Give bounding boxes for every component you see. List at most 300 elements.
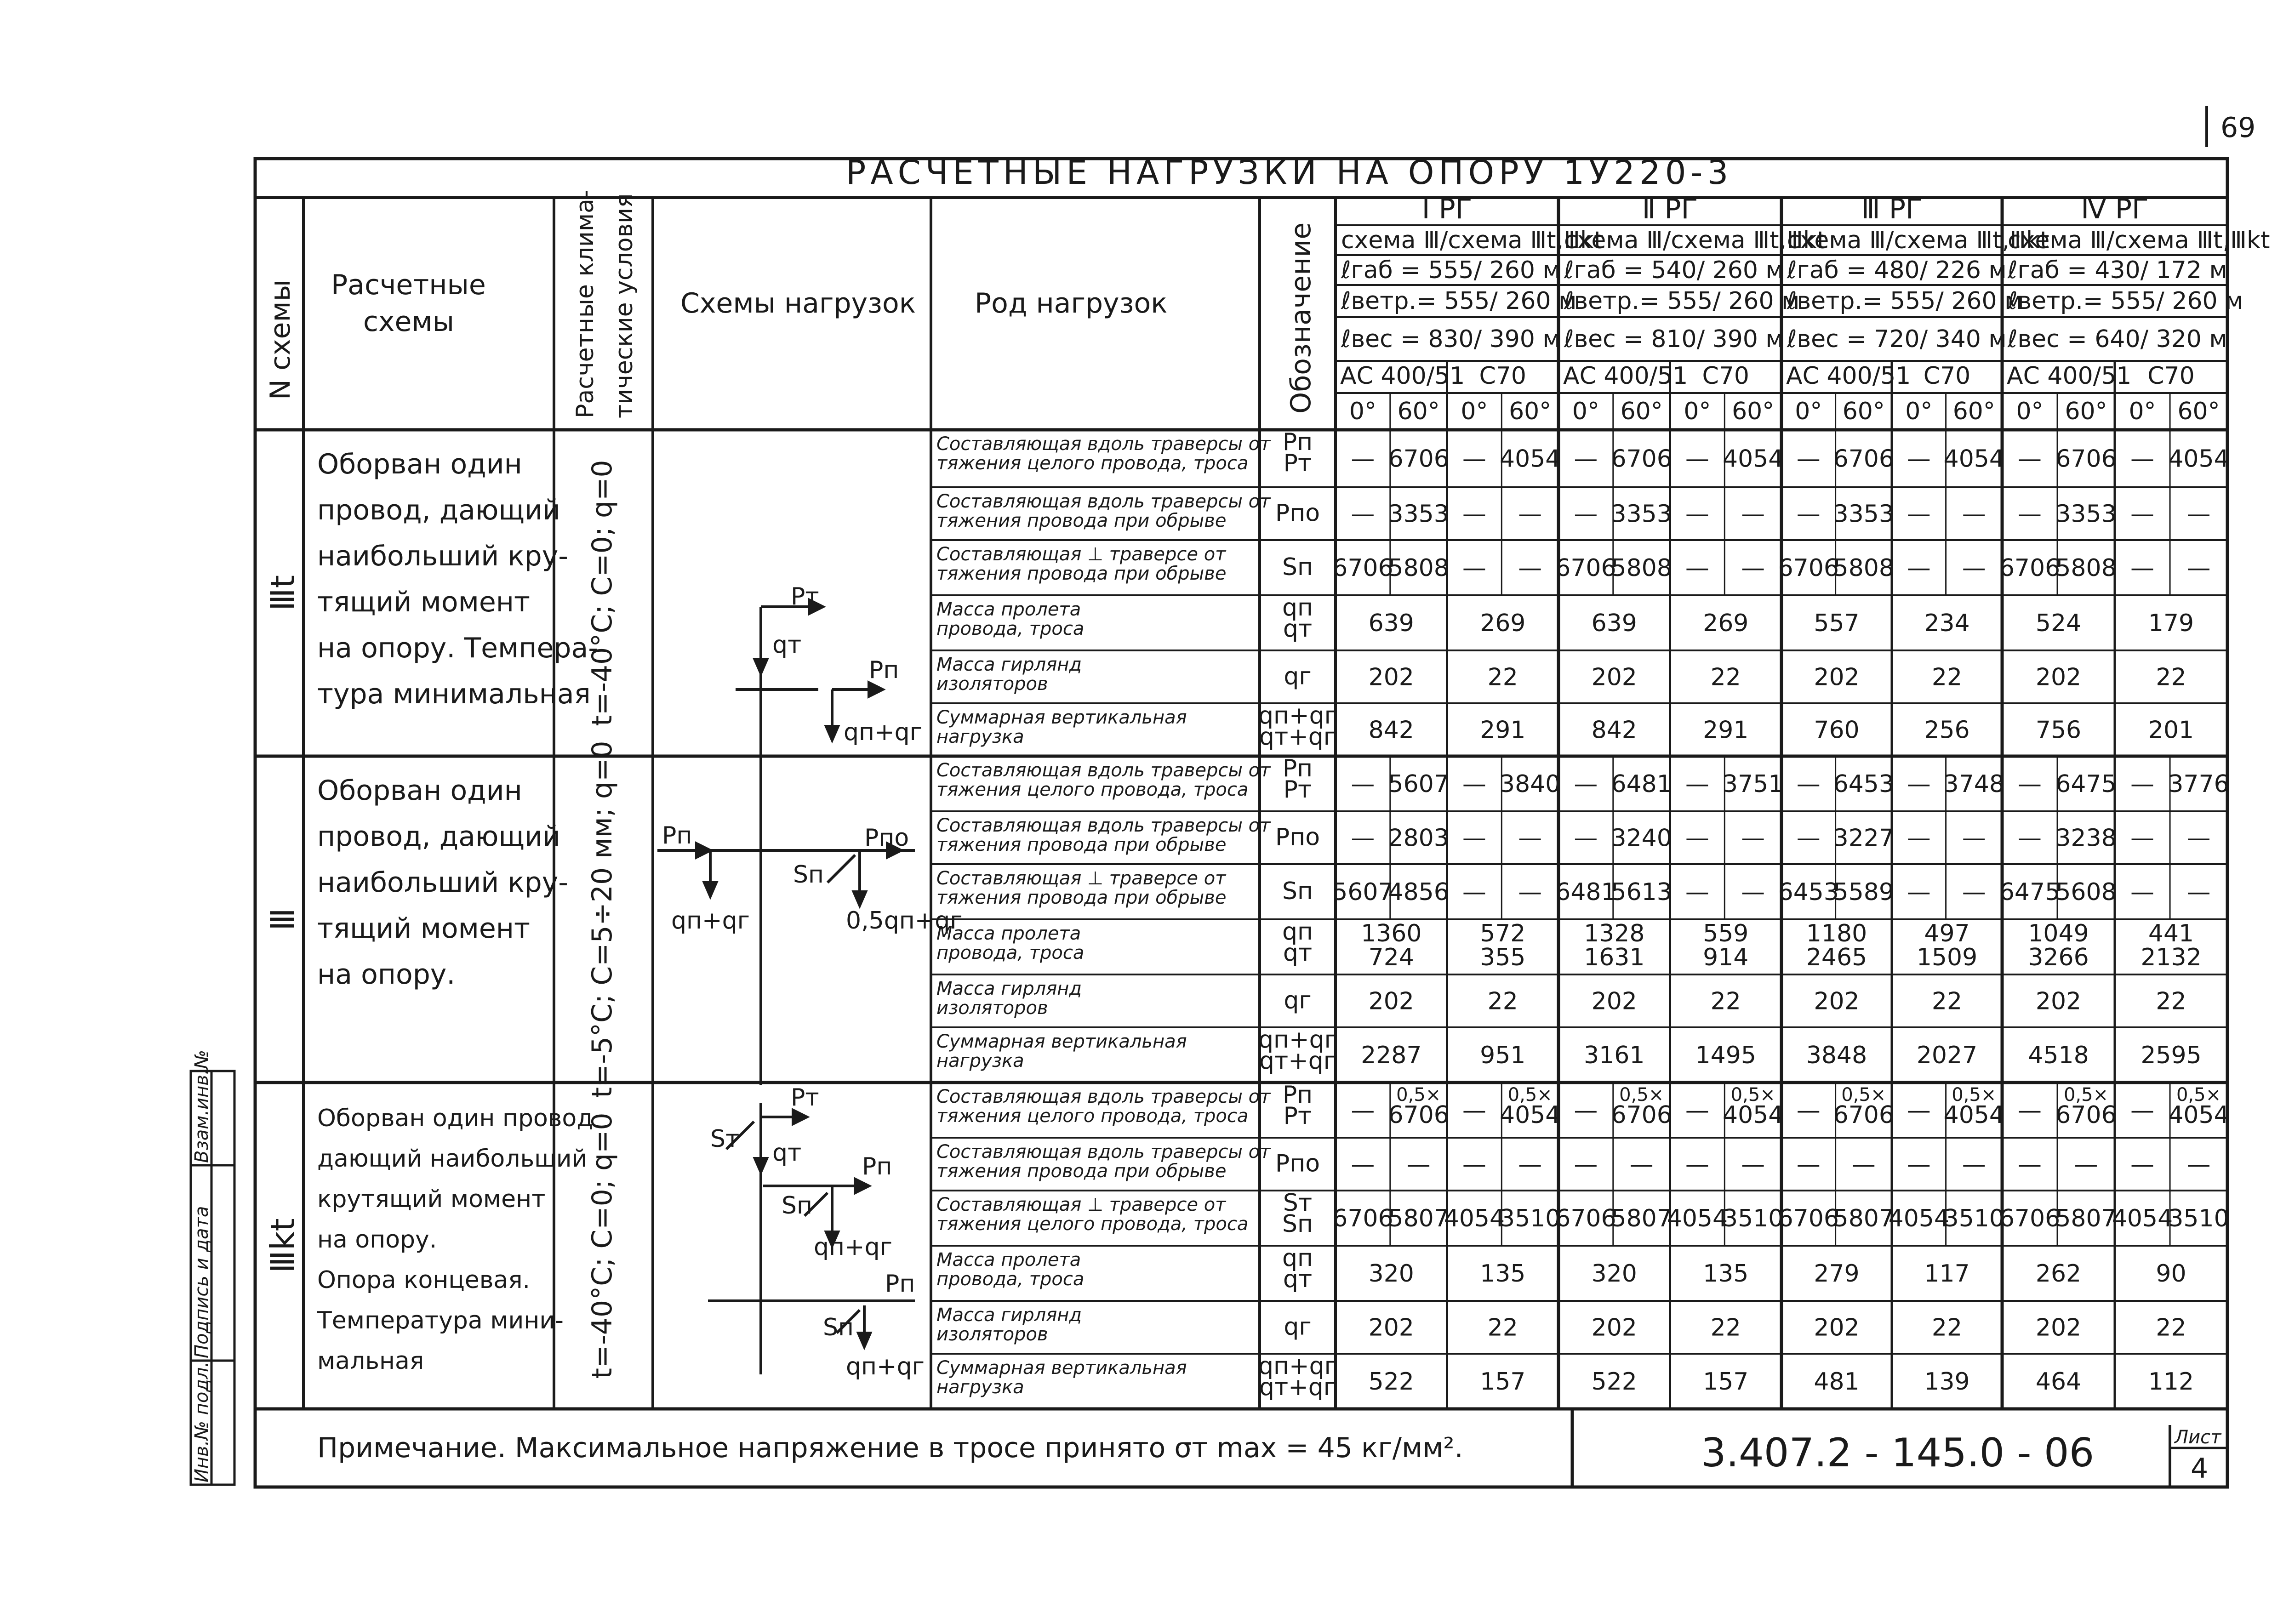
cell-g3-r6-rg1-c2: 157 xyxy=(1480,1368,1526,1396)
diagram3-qsum-2: qп+qг xyxy=(846,1353,925,1380)
angle-2-3: 0° xyxy=(1684,398,1711,425)
cell-g2-r3-rg1-c1: 5607 xyxy=(1332,878,1393,906)
group-3-load-6-line-2: нагрузка xyxy=(936,1377,1024,1398)
angle-3-4: 60° xyxy=(1952,398,1995,425)
cell-g2-r5-rg3-c2: 22 xyxy=(1931,987,1963,1015)
cell-g3-r1-rg1-c2-b: 6706 xyxy=(1388,1101,1449,1129)
cell-g3-r1-rg4-c3: — xyxy=(2130,1097,2155,1124)
diagram1-qt: qт xyxy=(772,631,802,659)
group-2-symbol-6-2: qт+qг xyxy=(1259,1047,1336,1075)
group-2-load-4-line-2: провода, троса xyxy=(936,942,1085,963)
cell-g1-r4-rg3-c1: 557 xyxy=(1814,610,1860,637)
group-2-symbol-6-1: qп+qг xyxy=(1258,1026,1337,1054)
region-lgab-3: ℓгаб = 480/ 226 м xyxy=(1787,256,2007,284)
group-3-desc-5: Опора концевая. xyxy=(317,1266,531,1294)
cell-g2-r3-rg2-c2: 5613 xyxy=(1611,878,1672,906)
cell-g1-r2-rg1-c2: 3353 xyxy=(1388,500,1449,528)
cell-g2-r4-rg1-c1-a: 1360 xyxy=(1361,920,1422,947)
region-schemes-1: схема Ⅲ/схема Ⅲt,Ⅲkt xyxy=(1341,227,1604,254)
group-3-load-5-line-1: Масса гирлянд xyxy=(936,1305,1082,1326)
cell-g3-r6-rg2-c2: 157 xyxy=(1703,1368,1749,1396)
angle-4-3: 0° xyxy=(2129,398,2156,425)
cell-g1-r1-rg2-c1: — xyxy=(1574,445,1598,473)
group-2-load-2-line-1: Составляющая вдоль траверсы от xyxy=(936,815,1271,836)
group-3-symbol-2-1: Pпо xyxy=(1275,1150,1320,1178)
group-2-desc-4: тящий момент xyxy=(317,912,530,945)
cell-g2-r1-rg4-c1: — xyxy=(2018,770,2042,798)
diagram3-sn: Sп xyxy=(782,1192,813,1219)
cell-g1-r3-rg4-c2: 5808 xyxy=(2055,554,2117,582)
cell-g1-r2-rg2-c1: — xyxy=(1574,500,1598,528)
group-1-desc-5: на опору. Темпера- xyxy=(317,632,598,664)
cell-g2-r1-rg3-c3: — xyxy=(1907,770,1931,798)
cell-g1-r1-rg3-c2: 6706 xyxy=(1833,445,1894,473)
region-schemes-2: схема Ⅲ/схема Ⅲt,Ⅲkt xyxy=(1564,227,1827,254)
cell-g1-r3-rg1-c4: — xyxy=(1518,554,1542,582)
group-1-symbol-2-1: Pпо xyxy=(1275,499,1320,527)
group-2-symbol-2-1: Pпо xyxy=(1275,823,1320,851)
cell-g2-r4-rg2-c1-b: 1631 xyxy=(1584,944,1645,971)
cell-g3-r2-rg4-c4: — xyxy=(2186,1151,2211,1179)
cell-g1-r6-rg3-c1: 760 xyxy=(1814,716,1860,744)
group-1-load-6-line-1: Суммарная вертикальная xyxy=(936,707,1187,728)
cell-g3-r6-rg3-c1: 481 xyxy=(1814,1368,1860,1396)
cell-g3-r3-rg3-c4: 3510 xyxy=(1943,1205,2004,1232)
diagram1-pt: Pт xyxy=(791,583,819,610)
angle-1-2: 60° xyxy=(1397,398,1440,425)
group-3-desc-2: дающий наибольший xyxy=(317,1145,588,1173)
cell-g2-r6-rg4-c1: 4518 xyxy=(2028,1042,2089,1069)
cell-g1-r2-rg2-c2: 3353 xyxy=(1611,500,1672,528)
region-wire-4: АС 400/51 xyxy=(2007,362,2132,390)
cell-g3-r1-rg4-c4-b: 4054 xyxy=(2168,1101,2229,1129)
cell-g3-r2-rg2-c4: — xyxy=(1741,1151,1765,1179)
cell-g2-r2-rg3-c3: — xyxy=(1907,824,1931,852)
cell-g1-r2-rg4-c4: — xyxy=(2186,500,2211,528)
cell-g2-r5-rg1-c1: 202 xyxy=(1368,987,1414,1015)
cell-g2-r4-rg2-c2-a: 559 xyxy=(1703,920,1749,947)
region-lves-1: ℓвес = 830/ 390 м xyxy=(1341,325,1561,353)
angle-4-1: 0° xyxy=(2016,398,2044,425)
cell-g1-r4-rg3-c2: 234 xyxy=(1924,610,1970,637)
region-schemes-3: схема Ⅲ/схема Ⅲt,Ⅲkt xyxy=(1787,227,2049,254)
group-1-desc-2: провод, дающий xyxy=(317,494,560,526)
cell-g1-r3-rg4-c1: 6706 xyxy=(1999,554,2061,582)
cell-g2-r4-rg3-c2-b: 1509 xyxy=(1916,944,1978,971)
cell-g2-r3-rg4-c1: 6475 xyxy=(1999,878,2061,906)
cell-g3-r3-rg3-c2: 5807 xyxy=(1833,1205,1894,1232)
cell-g2-r4-rg4-c2-b: 2132 xyxy=(2141,944,2202,971)
diagram3-pn-2: Pп xyxy=(885,1270,915,1298)
group-id-2: Ⅲ xyxy=(263,908,302,931)
cell-g1-r2-rg1-c3: — xyxy=(1462,500,1486,528)
cell-g3-r3-rg3-c3: 4054 xyxy=(1888,1205,1949,1232)
cell-g3-r4-rg3-c1: 279 xyxy=(1814,1260,1860,1288)
cell-g2-r3-rg4-c3: — xyxy=(2130,878,2155,906)
cell-g2-r1-rg3-c2: 6453 xyxy=(1833,770,1894,798)
cell-g3-r3-rg1-c2: 5807 xyxy=(1388,1205,1449,1232)
cell-g3-r3-rg1-c3: 4054 xyxy=(1444,1205,1505,1232)
group-id-3: Ⅲkt xyxy=(263,1218,302,1273)
cell-g2-r6-rg2-c2: 1495 xyxy=(1695,1042,1756,1069)
group-2-desc-2: провод, дающий xyxy=(317,821,560,853)
cell-g3-r2-rg2-c1: — xyxy=(1574,1151,1598,1179)
cell-g1-r1-rg4-c2: 6706 xyxy=(2055,445,2117,473)
cell-g2-r1-rg1-c4: 3840 xyxy=(1499,770,1561,798)
cell-g1-r1-rg2-c4: 4054 xyxy=(1722,445,1784,473)
cell-g1-r3-rg3-c3: — xyxy=(1907,554,1931,582)
cell-g2-r2-rg4-c4: — xyxy=(2186,824,2211,852)
group-2-desc-5: на опору. xyxy=(317,958,456,991)
diagram3-qsum: qп+qг xyxy=(814,1233,892,1261)
group-1-desc-3: наибольший кру- xyxy=(317,540,568,572)
cell-g3-r1-rg1-c1: — xyxy=(1351,1097,1375,1124)
region-schemes-4: схема Ⅲ/схема Ⅲt,Ⅲkt xyxy=(2008,227,2270,254)
cell-g2-r5-rg3-c1: 202 xyxy=(1814,987,1860,1015)
cell-g3-r1-rg2-c2-b: 6706 xyxy=(1611,1101,1672,1129)
cell-g2-r3-rg3-c4: — xyxy=(1962,878,1986,906)
cell-g1-r2-rg3-c2: 3353 xyxy=(1833,500,1894,528)
group-1-load-6-line-2: нагрузка xyxy=(936,726,1024,747)
cell-g3-r3-rg2-c4: 3510 xyxy=(1722,1205,1784,1232)
cell-g3-r1-rg2-c2-a: 0,5× xyxy=(1619,1084,1664,1105)
cell-g3-r3-rg1-c4: 3510 xyxy=(1499,1205,1561,1232)
cell-g1-r2-rg1-c4: — xyxy=(1518,500,1542,528)
cell-g1-r2-rg3-c3: — xyxy=(1907,500,1931,528)
cell-g3-r3-rg2-c2: 5807 xyxy=(1611,1205,1672,1232)
diagram3-qt: qт xyxy=(772,1139,802,1167)
group-3-load-2-line-1: Составляющая вдоль траверсы от xyxy=(936,1141,1271,1162)
region-wire-2: АС 400/51 xyxy=(1563,362,1688,390)
group-3-symbol-5-1: qг xyxy=(1284,1313,1312,1341)
cell-g3-r4-rg2-c2: 135 xyxy=(1703,1260,1749,1288)
group-2-desc-1: Оборван один xyxy=(317,775,522,807)
angle-3-3: 0° xyxy=(1905,398,1933,425)
cell-g2-r1-rg4-c4: 3776 xyxy=(2168,770,2229,798)
group-3-desc-7: мальная xyxy=(317,1347,424,1375)
diagram2-q1: qп+qг xyxy=(671,907,750,935)
cell-g3-r6-rg3-c2: 139 xyxy=(1924,1368,1970,1396)
sheet-label: Лист xyxy=(2175,1427,2221,1448)
cell-g3-r5-rg2-c1: 202 xyxy=(1591,1314,1637,1342)
cell-g2-r2-rg1-c1: — xyxy=(1351,824,1375,852)
cell-g2-r1-rg2-c4: 3751 xyxy=(1722,770,1784,798)
cell-g1-r4-rg4-c2: 179 xyxy=(2148,610,2194,637)
cell-g3-r2-rg3-c4: — xyxy=(1962,1151,1986,1179)
cell-g2-r4-rg1-c2-b: 355 xyxy=(1480,944,1526,971)
group-1-load-4-line-1: Масса пролета xyxy=(936,599,1081,620)
cell-g1-r4-rg4-c1: 524 xyxy=(2035,610,2082,637)
cell-g1-r2-rg4-c1: — xyxy=(2018,500,2042,528)
cell-g1-r5-rg3-c1: 202 xyxy=(1814,663,1860,691)
cell-g3-r4-rg3-c2: 117 xyxy=(1924,1260,1970,1288)
cell-g3-r1-rg3-c3: — xyxy=(1907,1097,1931,1124)
group-2-load-1-line-2: тяжения целого провода, троса xyxy=(936,779,1249,800)
group-3-load-2-line-2: тяжения провода при обрыве xyxy=(936,1161,1227,1182)
region-lvetr-2: ℓветр.= 555/ 260 м xyxy=(1564,287,1800,315)
header-scheme-no: N схемы xyxy=(264,279,297,400)
diagram2-pn: Pп xyxy=(662,822,692,849)
group-2-load-4-line-1: Масса пролета xyxy=(936,923,1081,944)
cell-g3-r6-rg4-c1: 464 xyxy=(2035,1368,2082,1396)
group-2-symbol-3-1: Sп xyxy=(1282,878,1313,905)
cell-g2-r6-rg3-c2: 2027 xyxy=(1916,1042,1978,1069)
cell-g3-r1-rg4-c4-a: 0,5× xyxy=(2176,1084,2221,1105)
group-3-symbol-3-2: Sп xyxy=(1282,1210,1313,1238)
group-1-load-3-line-2: тяжения провода при обрыве xyxy=(936,563,1227,584)
cell-g3-r3-rg4-c4: 3510 xyxy=(2168,1205,2229,1232)
diagram3-pn: Pп xyxy=(862,1153,892,1180)
group-climate-3: t=-40°C; C=0; q=0 xyxy=(586,1112,618,1379)
region-name-4: Ⅳ РГ xyxy=(2081,193,2149,225)
group-3-symbol-3-1: Sт xyxy=(1283,1189,1313,1217)
group-2-symbol-4-2: qт xyxy=(1283,939,1313,967)
cell-g1-r6-rg2-c2: 291 xyxy=(1703,716,1749,744)
cell-g3-r1-rg4-c2-b: 6706 xyxy=(2055,1101,2117,1129)
cell-g2-r2-rg4-c2: 3238 xyxy=(2055,824,2117,852)
cell-g1-r1-rg3-c3: — xyxy=(1907,445,1931,473)
cell-g3-r4-rg4-c2: 90 xyxy=(2156,1260,2186,1288)
group-1-load-2-line-1: Составляющая вдоль траверсы от xyxy=(936,491,1271,512)
group-id-1: Ⅲt xyxy=(263,575,302,611)
cell-g3-r1-rg3-c2-b: 6706 xyxy=(1833,1101,1894,1129)
group-3-load-4-line-2: провода, троса xyxy=(936,1269,1085,1290)
cell-g1-r1-rg4-c1: — xyxy=(2018,445,2042,473)
region-wire-1: АС 400/51 xyxy=(1340,362,1465,390)
angle-2-4: 60° xyxy=(1732,398,1775,425)
region-headers xyxy=(1340,193,2270,425)
cell-g1-r6-rg4-c1: 756 xyxy=(2035,716,2082,744)
stamp-inv-label: Инв.№ подл. xyxy=(191,1361,212,1482)
cell-g2-r5-rg2-c2: 22 xyxy=(1710,987,1741,1015)
cell-g3-r4-rg2-c1: 320 xyxy=(1591,1260,1637,1288)
sheet-page: 4 xyxy=(2191,1453,2209,1485)
diagram2-sn: Sп xyxy=(793,861,824,889)
cell-g1-r1-rg2-c2: 6706 xyxy=(1611,445,1672,473)
cell-g1-r1-rg1-c2: 6706 xyxy=(1388,445,1449,473)
cell-g2-r5-rg4-c1: 202 xyxy=(2035,987,2082,1015)
cell-g1-r3-rg3-c4: — xyxy=(1962,554,1986,582)
angle-1-4: 60° xyxy=(1509,398,1552,425)
cell-g3-r5-rg4-c2: 22 xyxy=(2156,1314,2186,1342)
cell-g1-r4-rg2-c2: 269 xyxy=(1703,610,1749,637)
cell-g1-r6-rg4-c2: 201 xyxy=(2148,716,2194,744)
cell-g1-r2-rg2-c4: — xyxy=(1741,500,1765,528)
side-stamp xyxy=(191,1050,234,1485)
group-2-load-6-line-2: нагрузка xyxy=(936,1050,1024,1071)
group-2-symbol-1-1: Pп xyxy=(1282,755,1313,782)
cell-g2-r2-rg3-c1: — xyxy=(1796,824,1821,852)
cell-g1-r2-rg3-c1: — xyxy=(1796,500,1821,528)
group-1-desc-6: тура минимальная xyxy=(317,678,591,710)
group-1-symbol-4-2: qт xyxy=(1283,615,1313,643)
scheme-groups xyxy=(263,428,1337,1401)
angle-4-4: 60° xyxy=(2177,398,2220,425)
cell-g2-r2-rg1-c3: — xyxy=(1462,824,1486,852)
cell-g2-r3-rg4-c2: 5608 xyxy=(2055,878,2117,906)
region-name-3: Ⅲ РГ xyxy=(1861,193,1923,225)
cell-g2-r4-rg3-c1-b: 2465 xyxy=(1806,944,1867,971)
cell-g2-r2-rg2-c1: — xyxy=(1574,824,1598,852)
cell-g2-r2-rg2-c4: — xyxy=(1741,824,1765,852)
diagram2-pno: Pпо xyxy=(864,824,909,852)
cell-g2-r1-rg3-c1: — xyxy=(1796,770,1821,798)
angle-3-2: 60° xyxy=(1842,398,1885,425)
cell-g2-r5-rg1-c2: 22 xyxy=(1487,987,1518,1015)
header-schemes-1: Расчетные xyxy=(331,269,486,301)
cell-g1-r6-rg1-c1: 842 xyxy=(1368,716,1414,744)
cell-g2-r4-rg4-c1-a: 1049 xyxy=(2028,920,2089,947)
angle-2-1: 0° xyxy=(1572,398,1599,425)
group-2-load-2-line-2: тяжения провода при обрыве xyxy=(936,834,1227,855)
group-2-load-6-line-1: Суммарная вертикальная xyxy=(936,1031,1187,1052)
cell-g1-r4-rg2-c1: 639 xyxy=(1591,610,1637,637)
cell-g2-r4-rg2-c2-b: 914 xyxy=(1703,944,1749,971)
group-3-desc-4: на опору. xyxy=(317,1226,437,1254)
group-2-load-5-line-2: изоляторов xyxy=(936,997,1048,1019)
cell-g2-r5-rg2-c1: 202 xyxy=(1591,987,1637,1015)
cell-g2-r2-rg1-c4: — xyxy=(1518,824,1542,852)
cell-g2-r6-rg4-c2: 2595 xyxy=(2141,1042,2202,1069)
group-1-load-5-line-2: изоляторов xyxy=(936,673,1048,695)
cell-g1-r3-rg1-c2: 5808 xyxy=(1388,554,1449,582)
cell-g1-r2-rg3-c4: — xyxy=(1962,500,1986,528)
cell-g2-r1-rg1-c3: — xyxy=(1462,770,1486,798)
cell-g1-r2-rg4-c2: 3353 xyxy=(2055,500,2117,528)
group-3-symbol-1-2: Pт xyxy=(1283,1102,1312,1130)
cell-g3-r3-rg1-c1: 6706 xyxy=(1332,1205,1393,1232)
region-lgab-4: ℓгаб = 430/ 172 м xyxy=(2008,256,2227,284)
cell-g3-r6-rg4-c2: 112 xyxy=(2148,1368,2194,1396)
angle-4-2: 60° xyxy=(2065,398,2107,425)
cell-g1-r3-rg2-c3: — xyxy=(1685,554,1709,582)
group-3-symbol-4-2: qт xyxy=(1283,1265,1313,1293)
cell-g2-r2-rg4-c3: — xyxy=(2130,824,2155,852)
diagram1-pn: Pп xyxy=(869,656,899,684)
cell-g3-r3-rg2-c1: 6706 xyxy=(1555,1205,1616,1232)
cell-g2-r3-rg2-c3: — xyxy=(1685,878,1709,906)
group-3-symbol-6-2: qт+qг xyxy=(1259,1373,1336,1401)
group-3-desc-3: крутящий момент xyxy=(317,1185,546,1213)
cell-g2-r1-rg2-c1: — xyxy=(1574,770,1598,798)
cell-g2-r4-rg3-c2-a: 497 xyxy=(1924,920,1970,947)
region-lgab-2: ℓгаб = 540/ 260 м xyxy=(1564,256,1784,284)
cell-g3-r5-rg2-c2: 22 xyxy=(1710,1314,1741,1342)
cell-g1-r1-rg1-c3: — xyxy=(1462,445,1486,473)
cell-g1-r1-rg1-c1: — xyxy=(1351,445,1375,473)
cell-g1-r2-rg1-c1: — xyxy=(1351,500,1375,528)
cell-g3-r6-rg2-c1: 522 xyxy=(1591,1368,1637,1396)
cell-g2-r5-rg4-c2: 22 xyxy=(2156,987,2186,1015)
region-lvetr-3: ℓветр.= 555/ 260 м xyxy=(1787,287,2023,315)
group-1-load-3-line-1: Составляющая ⊥ траверсе от xyxy=(936,544,1226,565)
group-1-load-1-line-2: тяжения целого провода, троса xyxy=(936,453,1249,474)
cell-g2-r1-rg2-c2: 6481 xyxy=(1611,770,1672,798)
cell-g3-r2-rg3-c3: — xyxy=(1907,1151,1931,1179)
cell-g1-r3-rg1-c1: 6706 xyxy=(1332,554,1393,582)
cell-g1-r4-rg1-c2: 269 xyxy=(1480,610,1526,637)
cell-g3-r2-rg2-c2: — xyxy=(1629,1151,1654,1179)
region-lvetr-1: ℓветр.= 555/ 260 м xyxy=(1341,287,1577,315)
cell-g3-r6-rg1-c1: 522 xyxy=(1368,1368,1414,1396)
cell-g2-r3-rg2-c1: 6481 xyxy=(1555,878,1616,906)
diagram-group-2 xyxy=(657,832,915,1085)
region-lgab-1: ℓгаб = 555/ 260 м xyxy=(1341,256,1561,284)
cell-g1-r2-rg2-c3: — xyxy=(1685,500,1709,528)
group-1-symbol-1-2: Pт xyxy=(1283,450,1312,477)
cell-g2-r3-rg2-c4: — xyxy=(1741,878,1765,906)
region-rope-4: С70 xyxy=(2147,362,2195,390)
cell-g3-r1-rg3-c4-a: 0,5× xyxy=(1952,1084,1997,1105)
cell-g3-r2-rg3-c2: — xyxy=(1851,1151,1876,1179)
cell-g1-r6-rg1-c2: 291 xyxy=(1480,716,1526,744)
cell-g2-r2-rg3-c2: 3227 xyxy=(1833,824,1894,852)
cell-g2-r6-rg1-c2: 951 xyxy=(1480,1042,1526,1069)
cell-g1-r6-rg2-c1: 842 xyxy=(1591,716,1637,744)
cell-g3-r2-rg3-c1: — xyxy=(1796,1151,1821,1179)
cell-g2-r1-rg3-c4: 3748 xyxy=(1943,770,2004,798)
cell-g1-r5-rg1-c2: 22 xyxy=(1487,663,1518,691)
diagram1-qsum: qп+qг xyxy=(844,718,922,746)
angle-1-3: 0° xyxy=(1461,398,1488,425)
cell-g2-r4-rg1-c1-b: 724 xyxy=(1368,944,1414,971)
cell-g1-r2-rg4-c3: — xyxy=(2130,500,2155,528)
cell-g3-r5-rg3-c2: 22 xyxy=(1931,1314,1963,1342)
cell-g1-r3-rg2-c2: 5808 xyxy=(1611,554,1672,582)
group-3-symbol-4-1: qп xyxy=(1282,1244,1313,1272)
group-1-desc-4: тящий момент xyxy=(317,586,530,618)
cell-g2-r4-rg4-c2-a: 441 xyxy=(2148,920,2194,947)
cell-g1-r1-rg3-c4: 4054 xyxy=(1943,445,2004,473)
cell-g3-r3-rg2-c3: 4054 xyxy=(1667,1205,1728,1232)
cell-g2-r3-rg3-c3: — xyxy=(1907,878,1931,906)
cell-g1-r5-rg4-c1: 202 xyxy=(2035,663,2082,691)
cell-g3-r1-rg2-c1: — xyxy=(1574,1097,1598,1124)
cell-g3-r2-rg2-c3: — xyxy=(1685,1151,1709,1179)
cell-g1-r1-rg3-c1: — xyxy=(1796,445,1821,473)
header-climate-2: тические условия xyxy=(611,193,638,418)
document-code: 3.407.2 - 145.0 - 06 xyxy=(1701,1430,2095,1476)
cell-g1-r3-rg2-c4: — xyxy=(1741,554,1765,582)
header-diagrams: Схемы нагрузок xyxy=(680,287,916,319)
cell-g2-r2-rg2-c2: 3240 xyxy=(1611,824,1672,852)
cell-g2-r1-rg4-c2: 6475 xyxy=(2055,770,2117,798)
group-1-load-5-line-1: Масса гирлянд xyxy=(936,654,1082,675)
cell-g3-r1-rg1-c4-a: 0,5× xyxy=(1507,1084,1553,1105)
group-3-load-6-line-1: Суммарная вертикальная xyxy=(936,1357,1187,1379)
cell-g2-r3-rg3-c1: 6453 xyxy=(1778,878,1839,906)
stamp-sign-label: Подпись и дата xyxy=(191,1206,212,1358)
cell-g3-r1-rg4-c2-a: 0,5× xyxy=(2063,1084,2109,1105)
cell-g3-r1-rg3-c1: — xyxy=(1796,1097,1821,1124)
table-header xyxy=(264,190,1317,418)
region-name-1: I РГ xyxy=(1421,193,1473,225)
cell-g2-r1-rg1-c2: 5607 xyxy=(1388,770,1449,798)
cell-g1-r1-rg4-c3: — xyxy=(2130,445,2155,473)
group-1-symbol-6-2: qт+qг xyxy=(1259,723,1336,751)
cell-g2-r6-rg3-c1: 3848 xyxy=(1806,1042,1867,1069)
cell-g3-r1-rg2-c4-a: 0,5× xyxy=(1730,1084,1775,1105)
group-3-load-3-line-2: тяжения целого провода, троса xyxy=(936,1214,1249,1235)
group-climate-1: t=-40°C; C=0; q=0 xyxy=(586,460,618,726)
group-1-load-2-line-2: тяжения провода при обрыве xyxy=(936,510,1227,531)
group-1-load-4-line-2: провода, троса xyxy=(936,618,1085,639)
cell-g3-r2-rg1-c4: — xyxy=(1518,1151,1542,1179)
group-1-desc-1: Оборван один xyxy=(317,448,522,480)
cell-g1-r3-rg1-c3: — xyxy=(1462,554,1486,582)
group-2-load-3-line-1: Составляющая ⊥ траверсе от xyxy=(936,868,1226,889)
cell-g3-r4-rg4-c1: 262 xyxy=(2035,1260,2082,1288)
